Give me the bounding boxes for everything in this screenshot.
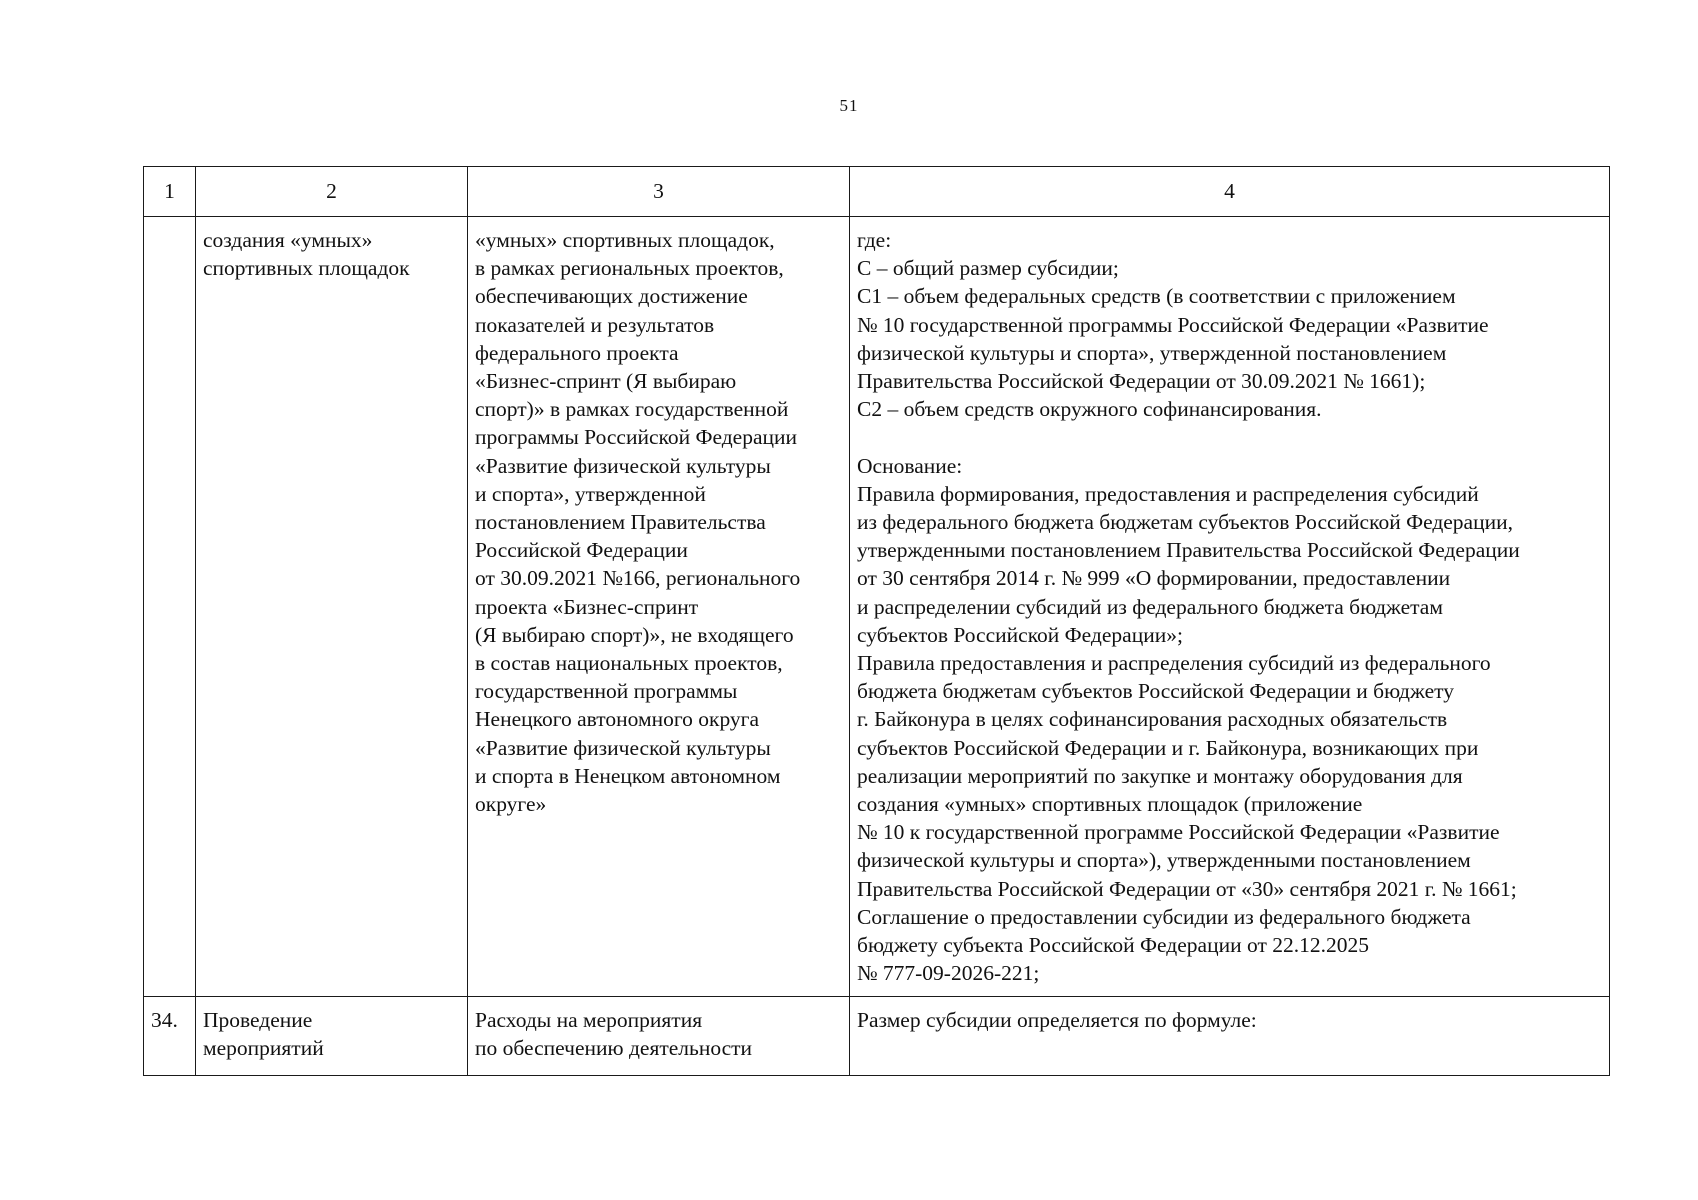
table-row (144, 997, 1610, 1076)
table-header-row (144, 167, 1610, 217)
event-name-cell: Проведение мероприятий (196, 997, 468, 1076)
event-name-cell: создания «умных» спортивных площадок (196, 217, 468, 997)
page-number: 51 (839, 96, 859, 115)
header-cell-1: 1 (144, 167, 196, 217)
table-row (144, 217, 1610, 997)
calculation-basis-cell: где: С – общий размер субсидии; С1 – объем федеральных средств (в соответствии с приложением № 10 государственной программы Российской Федерации «Развитие физической культуры и спорта», утвержденной постановлением Правительства Российской Федерации от 30.09.2021 № 1661); С2 – объем средств окружного софинансирования. Основание: Правила формирования, предоставления и распределения субсидий из федерального бюджета бюджетам субъектов Российской Федерации, утвержденными постановлением Правительства Российской Федерации от 30 сентября 2014 г. № 999 «О формировании, предоставлении и распределении субсидий из федерального бюджета бюджетам субъектов Российской Федерации»; Правила предоставления и распределения субсидий из федерального бюджета бюджетам субъектов Российской Федерации и бюджету г. Байконура в целях софинансирования расходных обязательств субъектов Российской Федерации и г. Байконура, возникающих при реализации мероприятий по закупке и монтажу оборудования для создания «умных» спортивных площадок (приложение № 10 к государственной программе Российской Федерации «Развитие физической культуры и спорта»), утвержденными постановлением Правительства Российской Федерации от «30» сентября 2021 г. № 1661; Соглашение о предоставлении субсидии из федерального бюджета бюджету субъекта Российской Федерации от 22.12.2025 № 777-09-2026-221; (850, 217, 1610, 997)
subsidy-table (143, 166, 1610, 1076)
header-cell-4: 4 (850, 167, 1610, 217)
row-number-cell: 34. (144, 997, 196, 1076)
header-cell-2: 2 (196, 167, 468, 217)
row-number-cell (144, 217, 196, 997)
expense-description-cell: Расходы на мероприятия по обеспечению деятельности (468, 997, 850, 1076)
calculation-basis-cell: Размер субсидии определяется по формуле: (850, 997, 1610, 1076)
header-cell-3: 3 (468, 167, 850, 217)
expense-description-cell: «умных» спортивных площадок, в рамках региональных проектов, обеспечивающих достижение показателей и результатов федерального проекта «Бизнес-спринт (Я выбираю спорт)» в рамках государственной программы Российской Федерации «Развитие физической культуры и спорта», утвержденной постановлением Правительства Российской Федерации от 30.09.2021 №166, регионального проекта «Бизнес-спринт (Я выбираю спорт)», не входящего в состав национальных проектов, государственной программы Ненецкого автономного округа «Развитие физической культуры и спорта в Ненецком автономном округе» (468, 217, 850, 997)
